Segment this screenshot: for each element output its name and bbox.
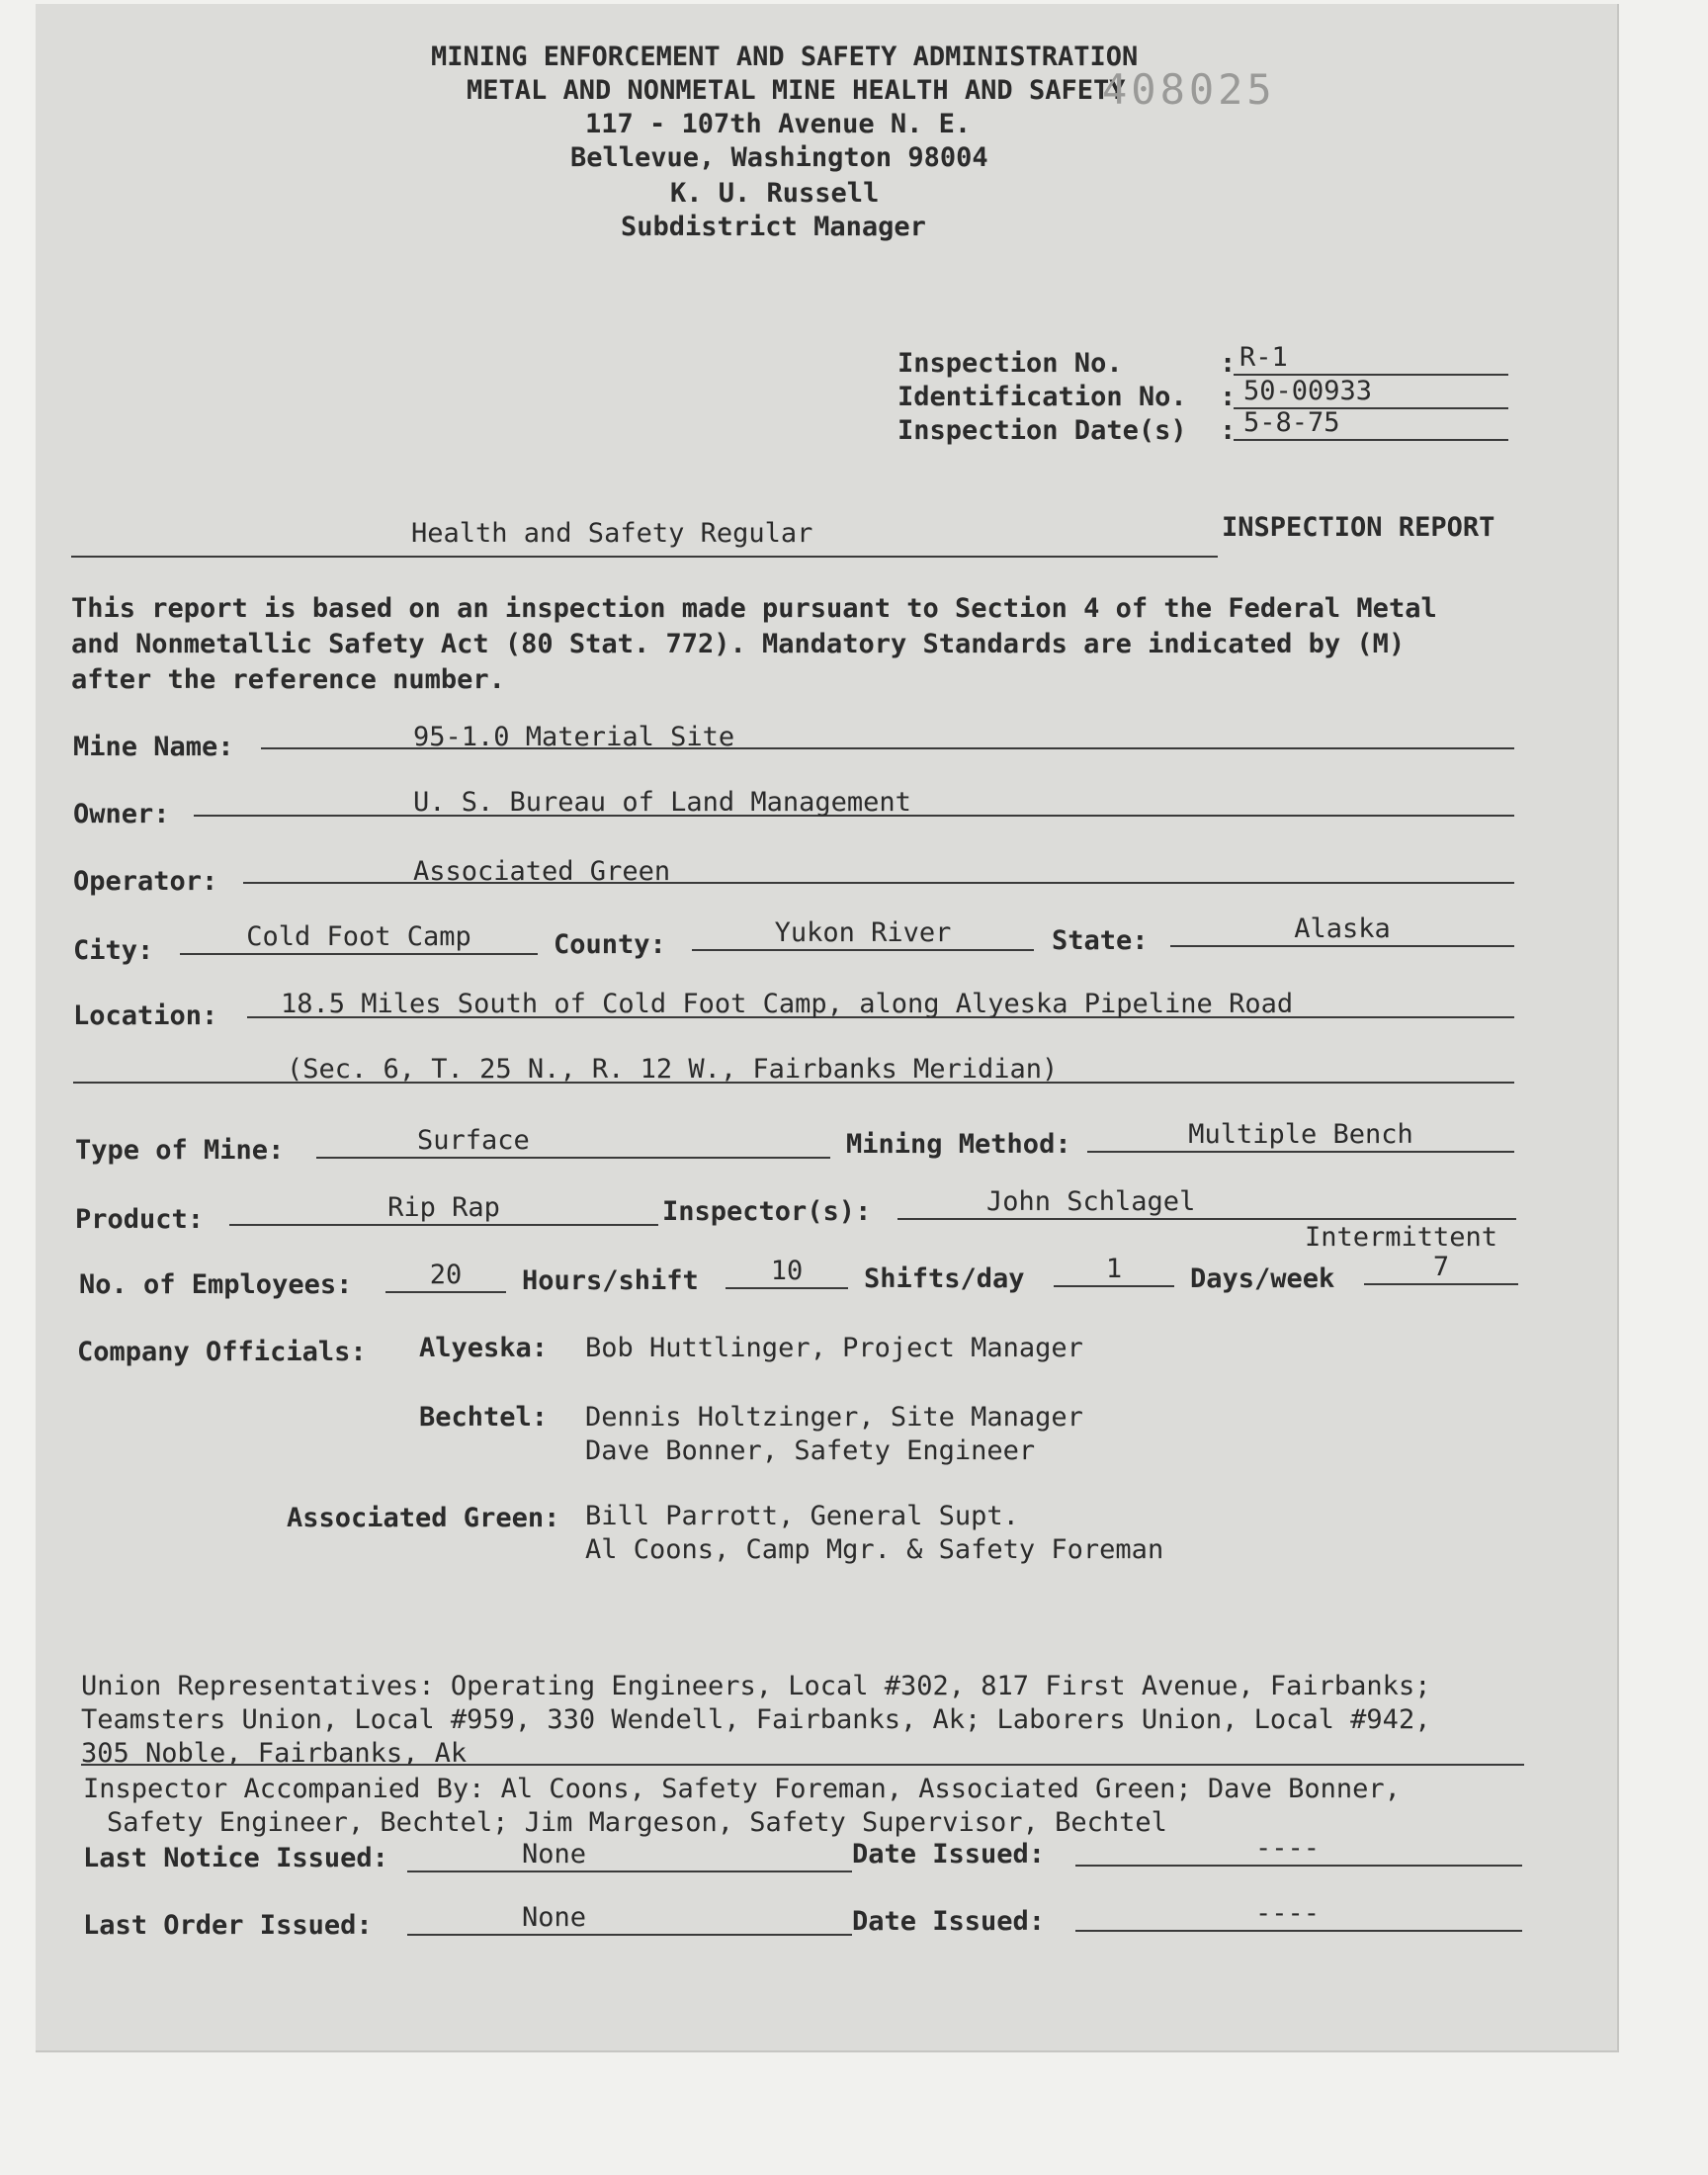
- hours-per-shift-value: 10: [770, 1256, 804, 1286]
- inspection-dates-label: Inspection Date(s): [897, 415, 1187, 446]
- mining-method-value: Multiple Bench: [1188, 1119, 1413, 1150]
- type-of-mine-field: [316, 1127, 830, 1159]
- order-date-issued-value: ----: [1255, 1898, 1321, 1929]
- company-officials-label: Company Officials:: [77, 1337, 367, 1367]
- identification-no-value: 50-00933: [1243, 376, 1373, 406]
- mine-name-label: Mine Name:: [73, 732, 234, 762]
- colon: :: [1220, 382, 1237, 412]
- union-representatives-line-1: Union Representatives: Operating Engineers, Local #302, 817 First Avenue, Fairbanks;: [81, 1671, 1431, 1701]
- location-label: Location:: [73, 1000, 218, 1031]
- hours-per-shift-field: [726, 1258, 848, 1289]
- product-value: Rip Rap: [387, 1192, 500, 1223]
- accompanied-by-line-1: Inspector Accompanied By: Al Coons, Safety Foreman, Associated Green; Dave Bonner,: [83, 1774, 1401, 1804]
- associated-green-official-1: Bill Parrott, General Supt.: [585, 1501, 1019, 1531]
- shifts-per-day-value: 1: [1105, 1254, 1123, 1284]
- operator-label: Operator:: [73, 866, 218, 897]
- mine-name-value: 95-1.0 Material Site: [413, 722, 735, 752]
- report-type: Health and Safety Regular: [411, 518, 813, 549]
- intro-text-line-2: and Nonmetallic Safety Act (80 Stat. 772). Mandatory Standards are indicated by (M): [71, 629, 1406, 659]
- intermittent-note: Intermittent: [1305, 1222, 1498, 1253]
- manager-name: K. U. Russell: [670, 178, 880, 209]
- address-street: 117 - 107th Avenue N. E.: [585, 109, 972, 139]
- division-name: METAL AND NONMETAL MINE HEALTH AND SAFETY: [467, 75, 1126, 106]
- owner-value: U. S. Bureau of Land Management: [413, 787, 911, 818]
- product-field: [229, 1194, 658, 1226]
- associated-green-label: Associated Green:: [287, 1503, 560, 1533]
- shifts-per-day-label: Shifts/day: [864, 1263, 1025, 1294]
- inspection-no-value: R-1: [1239, 342, 1288, 373]
- county-label: County:: [554, 929, 666, 960]
- last-order-field: [407, 1904, 852, 1936]
- union-representatives-line-2: Teamsters Union, Local #959, 330 Wendell, Fairbanks, Ak; Laborers Union, Local #942,: [81, 1704, 1431, 1735]
- inspection-no-field: [1234, 344, 1508, 376]
- state-value: Alaska: [1294, 914, 1391, 944]
- alyeska-label: Alyeska:: [419, 1333, 549, 1363]
- employees-field: [385, 1262, 506, 1293]
- accompanied-by-line-2: Safety Engineer, Bechtel; Jim Margeson, Safety Supervisor, Bechtel: [107, 1807, 1167, 1838]
- manager-title: Subdistrict Manager: [621, 212, 926, 242]
- city-value: Cold Foot Camp: [246, 921, 471, 952]
- identification-no-field: [1234, 378, 1508, 409]
- last-notice-field: [407, 1841, 852, 1872]
- order-date-issued-label: Date Issued:: [852, 1906, 1046, 1937]
- city-field: [180, 923, 538, 955]
- last-order-value: None: [522, 1902, 587, 1933]
- county-field: [692, 919, 1034, 951]
- employees-value: 20: [429, 1260, 463, 1290]
- address-city: Bellevue, Washington 98004: [570, 142, 988, 173]
- location-value-line-2: (Sec. 6, T. 25 N., R. 12 W., Fairbanks Meridian): [287, 1054, 1059, 1085]
- associated-green-official-2: Al Coons, Camp Mgr. & Safety Foreman: [585, 1534, 1164, 1565]
- days-per-week-field: [1364, 1254, 1518, 1285]
- agency-name: MINING ENFORCEMENT AND SAFETY ADMINISTRATION: [431, 42, 1139, 72]
- operator-value: Associated Green: [413, 856, 671, 887]
- shifts-per-day-field: [1054, 1256, 1174, 1287]
- days-per-week-label: Days/week: [1190, 1263, 1335, 1294]
- report-title: INSPECTION REPORT: [1222, 512, 1495, 543]
- product-label: Product:: [75, 1204, 205, 1235]
- bechtel-official-1: Dennis Holtzinger, Site Manager: [585, 1402, 1083, 1433]
- last-notice-label: Last Notice Issued:: [83, 1843, 388, 1873]
- employees-label: No. of Employees:: [79, 1269, 353, 1300]
- city-label: City:: [73, 935, 154, 966]
- hours-per-shift-label: Hours/shift: [522, 1265, 699, 1296]
- notice-date-issued-label: Date Issued:: [852, 1839, 1046, 1870]
- intro-text-line-1: This report is based on an inspection made pursuant to Section 4 of the Federal Metal: [71, 593, 1437, 624]
- identification-no-label: Identification No.: [897, 382, 1187, 412]
- colon: :: [1220, 415, 1237, 446]
- union-underline: [81, 1764, 1524, 1766]
- inspection-dates-value: 5-8-75: [1243, 407, 1340, 438]
- bechtel-label: Bechtel:: [419, 1402, 549, 1433]
- inspection-no-label: Inspection No.: [897, 348, 1123, 379]
- alyeska-official: Bob Huttlinger, Project Manager: [585, 1333, 1083, 1363]
- state-label: State:: [1052, 925, 1149, 956]
- days-per-week-value: 7: [1432, 1252, 1450, 1282]
- colon: :: [1220, 348, 1237, 379]
- mining-method-label: Mining Method:: [846, 1129, 1071, 1160]
- state-field: [1170, 915, 1514, 947]
- bechtel-official-2: Dave Bonner, Safety Engineer: [585, 1436, 1036, 1466]
- document-stamp-number: 408025: [1102, 65, 1276, 114]
- mining-method-field: [1087, 1121, 1514, 1153]
- last-notice-value: None: [522, 1839, 587, 1870]
- inspector-label: Inspector(s):: [662, 1196, 872, 1227]
- report-type-underline: [71, 556, 1218, 558]
- order-date-issued-field: [1075, 1900, 1522, 1932]
- last-order-label: Last Order Issued:: [83, 1910, 373, 1941]
- type-of-mine-label: Type of Mine:: [75, 1135, 285, 1166]
- type-of-mine-value: Surface: [417, 1125, 530, 1156]
- inspector-field: [897, 1188, 1516, 1220]
- intro-text-line-3: after the reference number.: [71, 664, 505, 695]
- inspector-value: John Schlagel: [986, 1186, 1196, 1217]
- county-value: Yukon River: [774, 917, 952, 948]
- owner-label: Owner:: [73, 799, 170, 829]
- location-value-line-1: 18.5 Miles South of Cold Foot Camp, along Alyeska Pipeline Road: [281, 989, 1294, 1019]
- notice-date-issued-field: [1075, 1835, 1522, 1867]
- union-representatives-line-3: 305 Noble, Fairbanks, Ak: [81, 1738, 468, 1769]
- notice-date-issued-value: ----: [1255, 1833, 1321, 1864]
- inspection-dates-field: [1234, 409, 1508, 441]
